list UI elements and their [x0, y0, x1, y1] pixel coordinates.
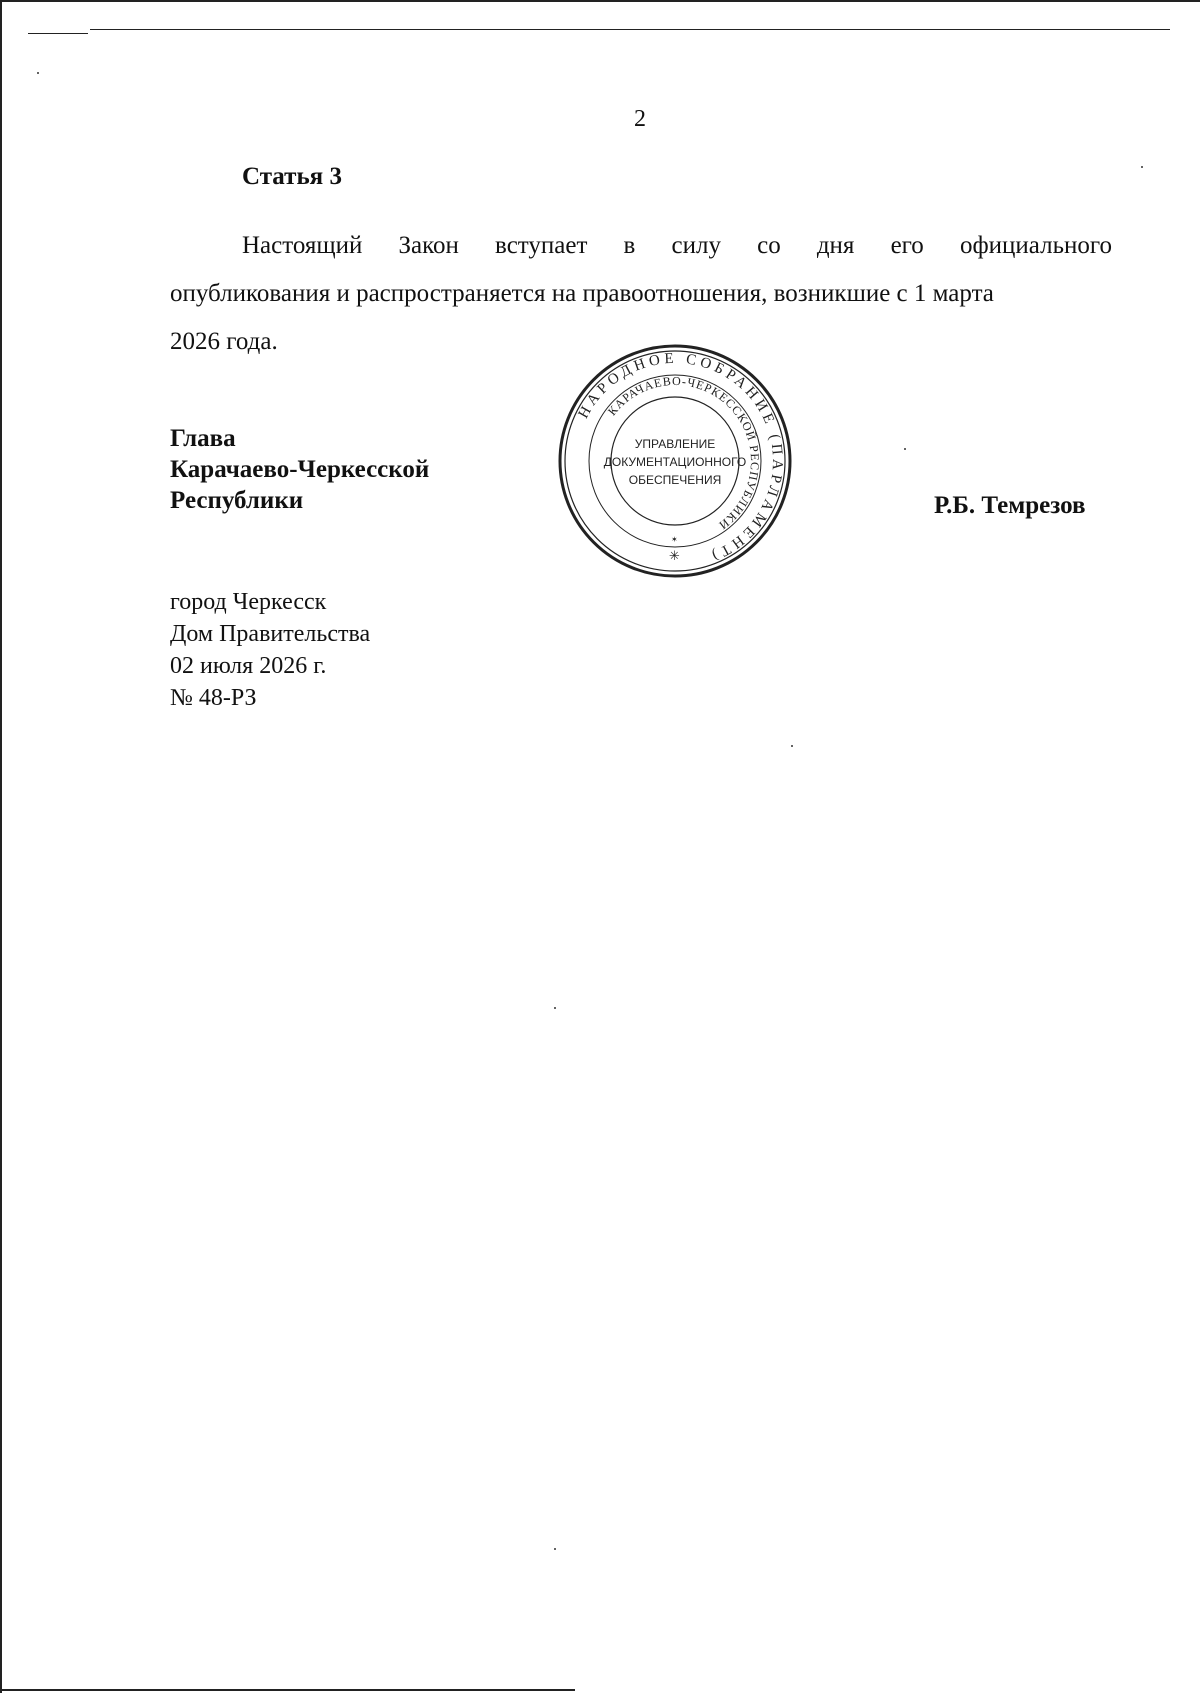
article-text-line: опубликования и распространяется на правоотношения, возникшие с 1 марта: [170, 280, 994, 307]
scan-speck: [904, 448, 906, 450]
seal-center-line: УПРАВЛЕНИЕ: [634, 437, 716, 451]
building-line: Дом Правительства: [170, 621, 371, 647]
date-line: 02 июля 2026 г.: [170, 653, 327, 679]
scan-edge-top: [0, 0, 1200, 2]
signer-name: Р.Б. Темрезов: [934, 492, 1086, 519]
scan-speck: [37, 72, 39, 74]
seal-center-line: ОБЕСПЕЧЕНИЯ: [628, 473, 722, 487]
scan-edge-left: [0, 0, 2, 1693]
scan-speck: [554, 1548, 556, 1550]
seal-star-icon: ✳: [669, 549, 680, 564]
seal-inner-text: КАРАЧАЕВО-ЧЕРКЕССКОЙ РЕСПУБЛИКИ: [604, 373, 763, 533]
signer-title-line: Глава: [170, 425, 236, 452]
law-number: № 48-РЗ: [170, 685, 257, 711]
scan-speck: [1141, 166, 1143, 168]
signer-title-line: Республики: [170, 487, 304, 514]
scan-speck: [791, 745, 793, 747]
seal-star-icon: ✶: [671, 535, 678, 544]
article-title: Статья 3: [242, 163, 342, 190]
header-rule-short: [28, 33, 88, 34]
article-text-line: 2026 года.: [170, 328, 278, 355]
seal-outer-text: НАРОДНОЕ СОБРАНИЕ (ПАРЛАМЕНТ): [575, 350, 786, 565]
official-seal: [555, 344, 795, 578]
scan-edge-bottom: [0, 1689, 575, 1691]
signer-title-line: Карачаево-Черкесской: [170, 456, 430, 483]
scan-speck: [554, 1007, 556, 1009]
article-text-line: Настоящий Закон вступает в силу со дня его официального: [242, 232, 1112, 259]
place-and-date: [170, 586, 370, 714]
city-line: город Черкесск: [170, 589, 327, 615]
header-rule: [90, 29, 1170, 30]
seal-center-line: ДОКУМЕНТАЦИОННОГО: [603, 455, 747, 469]
signer-title: [170, 423, 429, 516]
page-number: 2: [634, 106, 646, 132]
